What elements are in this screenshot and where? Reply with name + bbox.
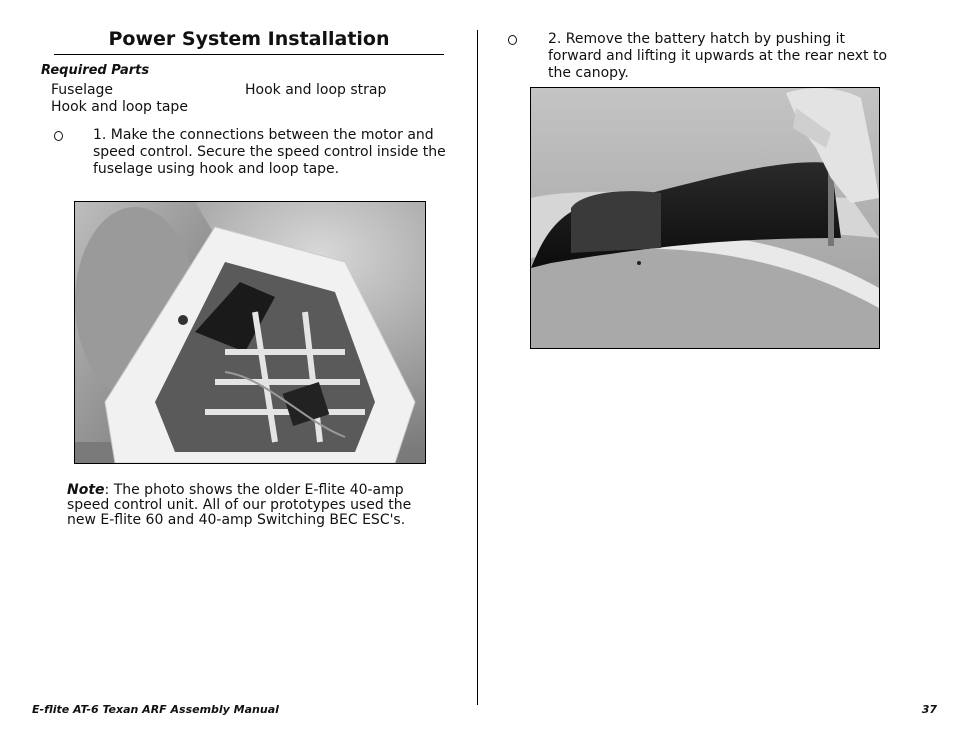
- note-paragraph: [67, 483, 437, 528]
- page-title: Power System Installation: [54, 28, 444, 55]
- part-fuselage: Fuselage: [51, 82, 114, 98]
- part-hook-loop-strap: Hook and loop strap: [245, 82, 387, 98]
- photo-battery-hatch-removal: [530, 87, 880, 349]
- battery-hatch-photo-illustration: [531, 88, 879, 348]
- photo-speed-control-in-fuselage: [74, 201, 426, 464]
- required-parts-heading: Required Parts: [41, 63, 150, 78]
- step-1-checkbox[interactable]: [54, 131, 63, 141]
- step-1-text: 1. Make the connections between the motor and speed control. Secure the speed control inside the fuselage using hook and loop tape.: [93, 127, 446, 177]
- note-label: Note: [67, 482, 105, 498]
- footer-manual-title: E-flite AT-6 Texan ARF Assembly Manual: [32, 703, 279, 716]
- footer-page-number: 37: [921, 703, 937, 716]
- fuselage-nose-photo-illustration: [75, 202, 425, 463]
- step-2-text: 2. Remove the battery hatch by pushing it forward and lifting it upwards at the rear next to the canopy.: [548, 31, 888, 81]
- column-divider: [477, 30, 478, 705]
- step-2-checkbox[interactable]: [508, 35, 517, 45]
- note-text: : The photo shows the older E-flite 40-amp speed control unit. All of our prototypes used the new E-flite 60 and 40-amp Switching BEC ESC's.: [67, 482, 412, 528]
- part-hook-loop-tape: Hook and loop tape: [51, 99, 188, 115]
